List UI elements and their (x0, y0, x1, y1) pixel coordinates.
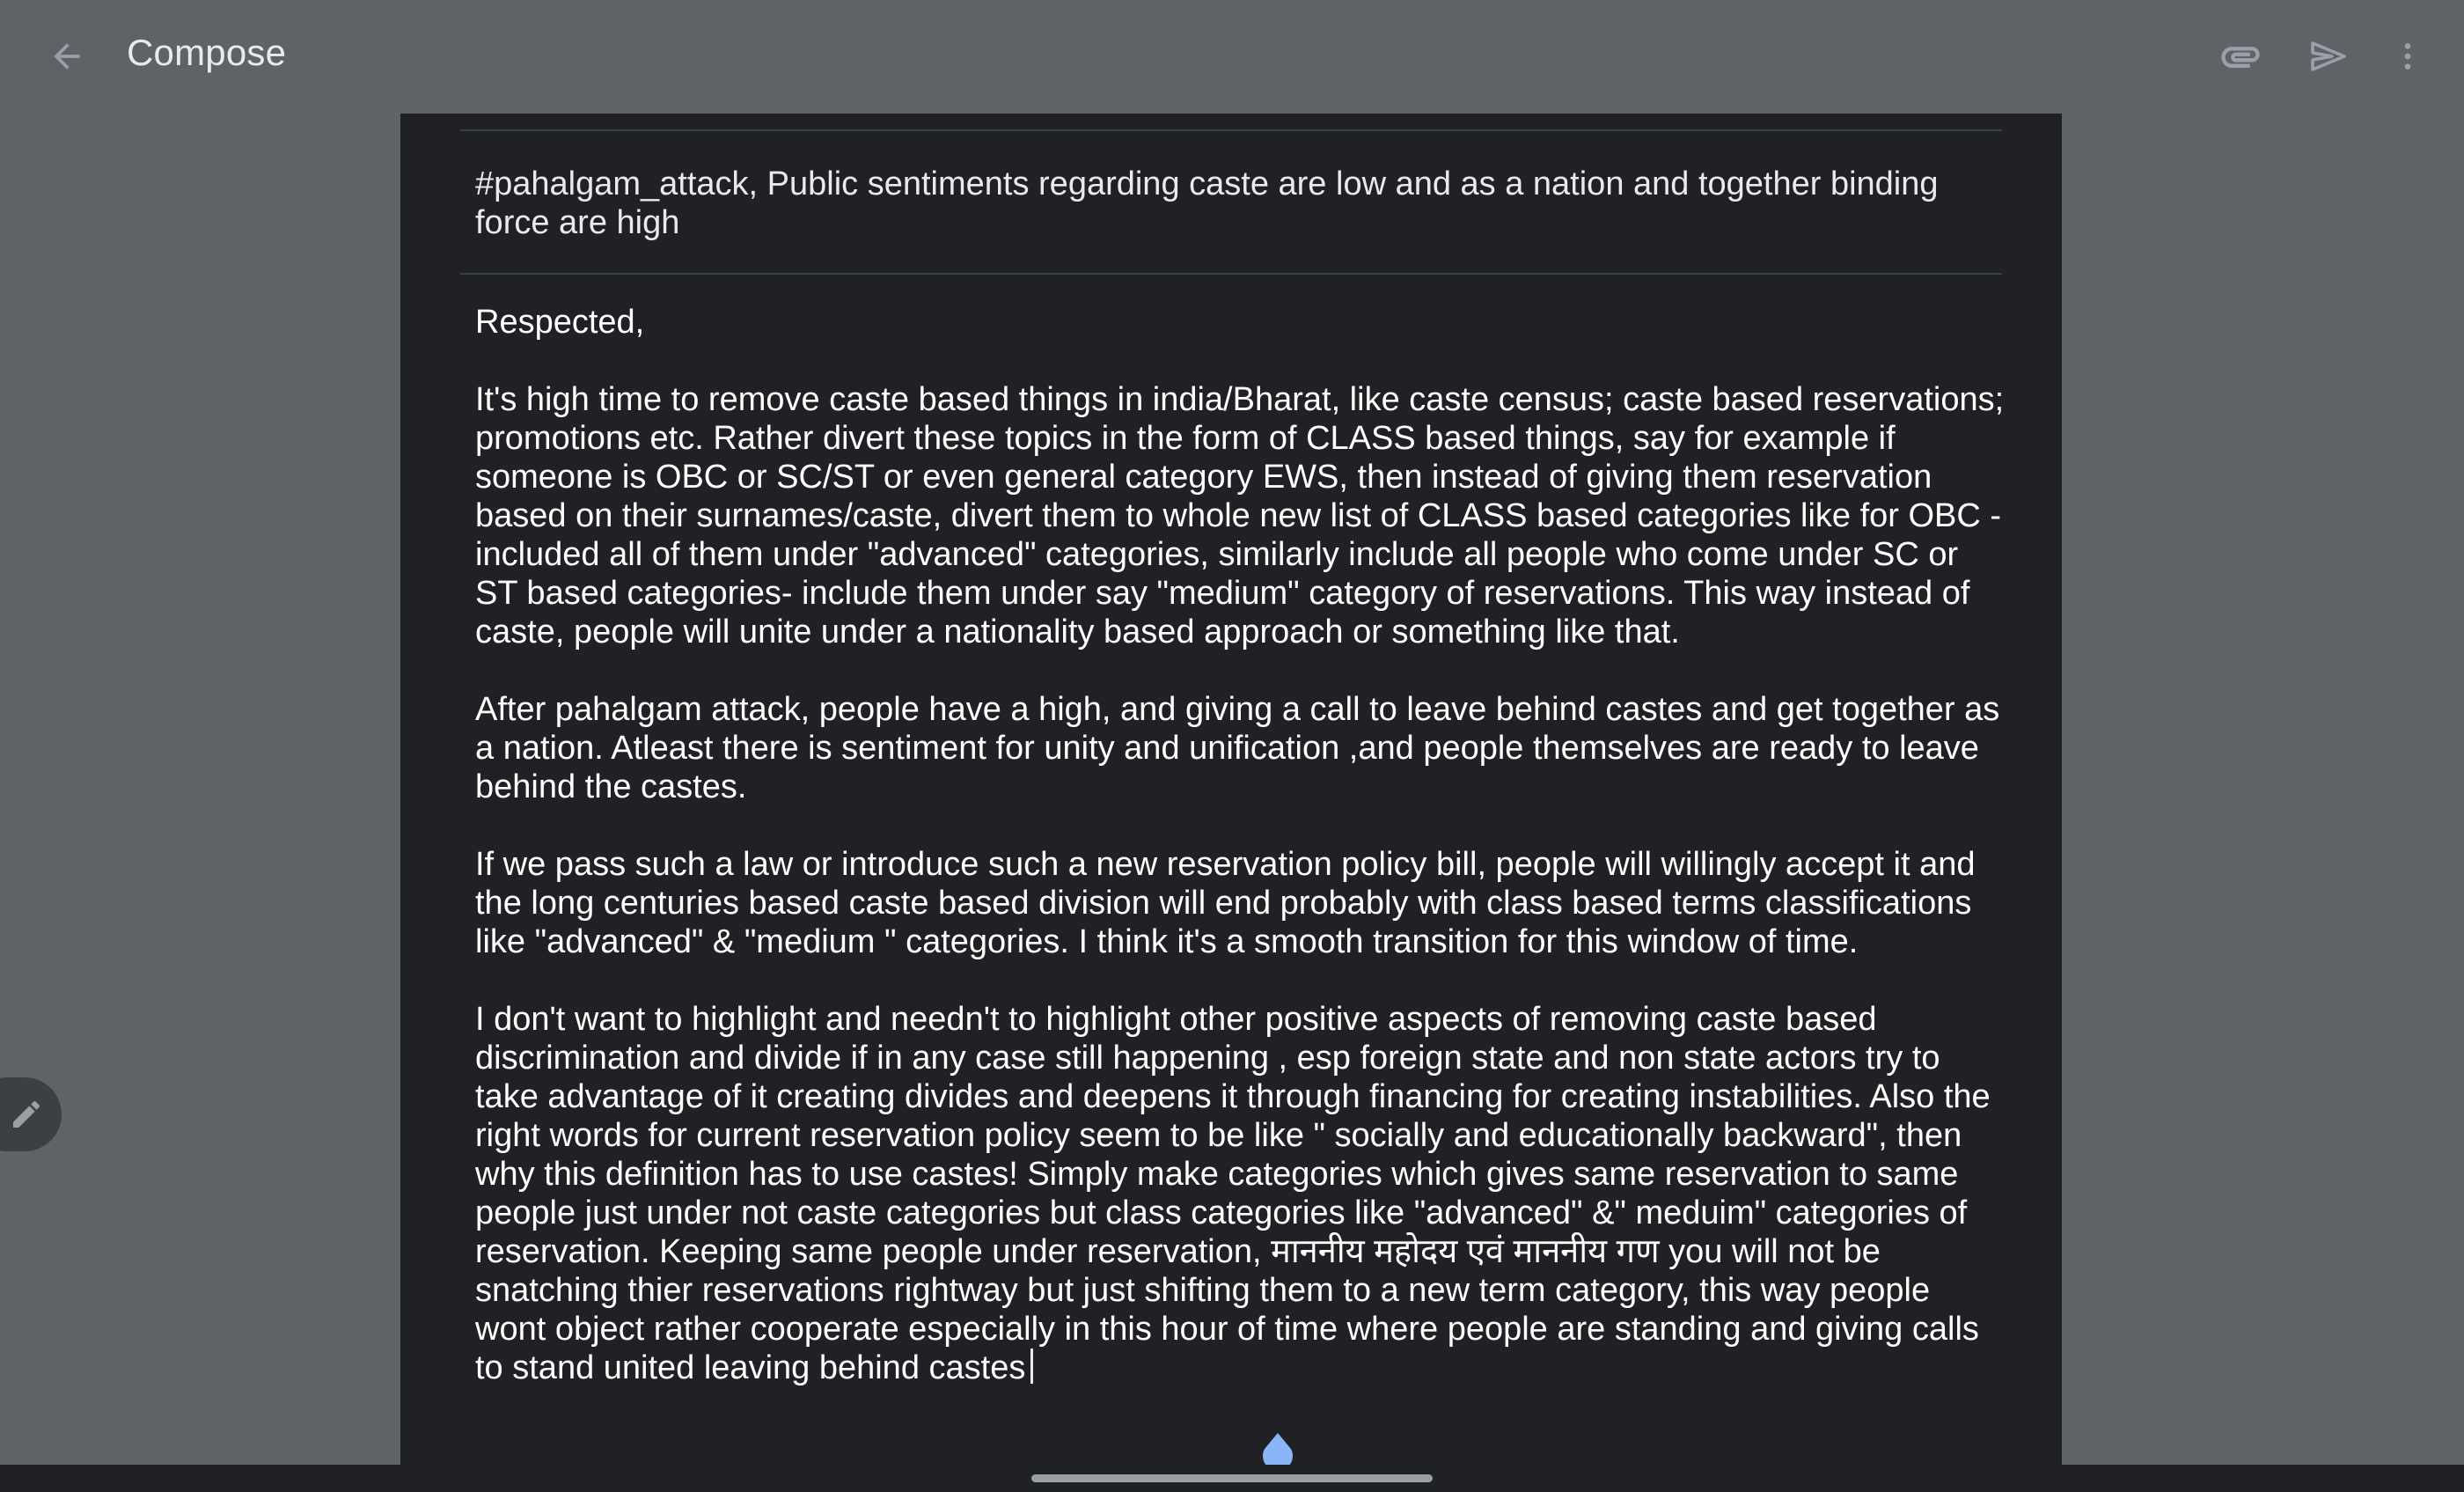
top-app-bar (0, 0, 2464, 113)
subject-field[interactable]: #pahalgam_attack, Public sentiments regarding caste are low and as a nation and together binding force are high (475, 165, 1939, 241)
body-paragraph-4 (475, 1000, 2006, 1387)
edit-fab[interactable] (0, 1077, 62, 1151)
system-nav-bar (0, 1465, 2464, 1492)
body-paragraph-3: If we pass such a law or introduce such a new reservation policy bill, people will willingly accept it and the long centuries based caste based division will end probably with class based terms classifications like "advanced" & "medium " categories. I think it's a smooth transition for this window of time. (475, 846, 1976, 960)
send-icon (2307, 35, 2350, 77)
arrow-back-icon (48, 37, 86, 76)
divider (460, 273, 2002, 275)
greeting: Respected, (475, 304, 645, 341)
attach-button[interactable] (2209, 21, 2272, 92)
message-body[interactable] (475, 303, 2006, 1426)
send-button[interactable] (2297, 21, 2360, 92)
body-paragraph-4-text: I don't want to highlight and needn't to highlight other positive aspects of removing caste based discrimination and divide if in any case still happening , esp foreign state and non state actors try to take advantage of it creating divides and deepens it through financing for creating instabilities. Also the right words for current reservation policy seem to be like " socially and educationally backward", then why this definition has to use castes! Simply make categories which gives same reservation to same people just under not caste categories but class categories like "advanced" &" meduim" categories of reservation. Keeping same people under reservation, माननीय महोदय एवं माननीय गण you will not be snatching thier reservations rightway but just shifting them to a new term category, this way people wont object rather cooperate especially in this hour of time where people are standing and giving calls to stand united leaving behind castes (475, 1001, 1991, 1386)
compose-sheet (400, 114, 2062, 1465)
text-cursor (1030, 1349, 1033, 1384)
home-gesture-pill[interactable] (1031, 1474, 1433, 1482)
paperclip-icon (2218, 33, 2263, 79)
body-paragraph-1: It's high time to remove caste based things in india/Bharat, like caste census; caste based reservations; promotions etc. Rather divert these topics in the form of CLASS based things, say for example if someone is OBC or SC/ST or even general category EWS, then instead of giving them reservation based on their surnames/caste, divert them to whole new list of CLASS based categories like for OBC - included all of them under "advanced" categories, similarly include all people who come under SC or ST based categories- include them under say "medium" category of reservations. This way instead of caste, people will unite under a nationality based approach or something like that. (475, 381, 2005, 650)
back-button[interactable] (35, 21, 99, 92)
more-options-button[interactable] (2381, 21, 2434, 92)
page-title: Compose (127, 32, 287, 73)
body-paragraph-2: After pahalgam attack, people have a high, and giving a call to leave behind castes and get together as a nation. Atleast there is sentiment for unity and unification ,and people themselves are ready to leave behind the castes. (475, 691, 2000, 805)
more-vertical-icon (2390, 37, 2425, 76)
pencil-icon (9, 1097, 44, 1132)
divider (460, 129, 2002, 131)
